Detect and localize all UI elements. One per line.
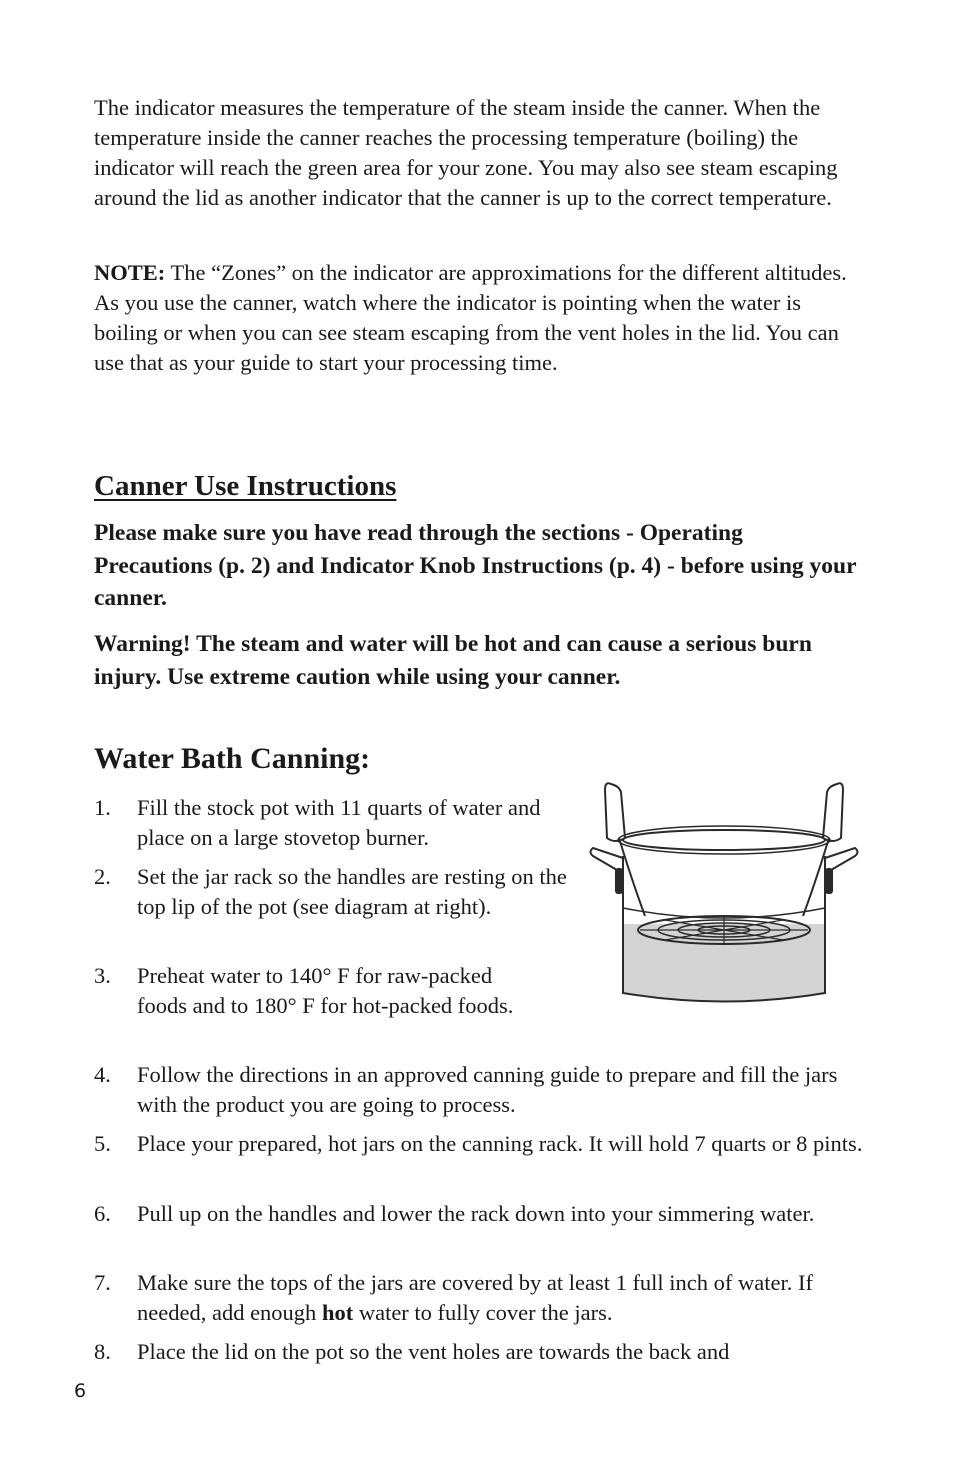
rack-handle-left (605, 783, 625, 841)
note-text: The “Zones” on the indicator are approximations for the different altitudes. As you use the canner, watch where the indicator is pointing when the water is boiling or when you can see steam escaping from the vent holes in the lid. You can use that as your guide to start your processing time. (94, 260, 847, 375)
canner-rack-diagram (585, 778, 863, 1018)
step-number: 6. (94, 1201, 111, 1226)
step-text-part: Make sure the tops of the jars are covered by at least 1 full inch of water. If needed, add enough (137, 1270, 813, 1325)
step-text: Place your prepared, hot jars on the canning rack. It will hold 7 quarts or 8 pints. (137, 1131, 863, 1156)
step-text: Fill the stock pot with 11 quarts of water and place on a large stovetop burner. (137, 795, 541, 850)
intro-paragraph: The indicator measures the temperature of the steam inside the canner. When the temperature inside the canner reaches the processing temperature (boiling) the indicator will reach the green area for your zone. You may also see steam escaping around the lid as another indicator that the canner is up to the correct temperature. (94, 95, 838, 210)
step-text: Place the lid on the pot so the vent holes are towards the back and (137, 1339, 730, 1364)
step-text: Set the jar rack so the handles are resting on the top lip of the pot (see diagram at right). (137, 864, 567, 919)
warning-notice: Warning! The steam and water will be hot and can cause a serious burn injury. Use extreme caution while using your canner. (94, 631, 812, 690)
step-text (137, 1268, 867, 1328)
step-number: 2. (94, 864, 111, 889)
note-paragraph (94, 258, 864, 378)
note-label: NOTE: (94, 260, 166, 285)
pot-grip-left (615, 868, 623, 894)
step-number: 1. (94, 795, 111, 820)
step-number: 3. (94, 963, 111, 988)
pot-grip-right (825, 868, 833, 894)
water-bath-heading: Water Bath Canning: (94, 742, 371, 775)
step-number: 8. (94, 1339, 111, 1364)
pot-rim (623, 830, 825, 850)
pot-handle-right (825, 848, 858, 870)
step-text: Pull up on the handles and lower the rack down into your simmering water. (137, 1201, 815, 1226)
canner-use-heading: Canner Use Instructions (94, 470, 397, 502)
page-number: 6 (74, 1380, 87, 1402)
step-text: Follow the directions in an approved canning guide to prepare and fill the jars with the product you are going to process. (137, 1062, 838, 1117)
step-text-part: water to fully cover the jars. (353, 1300, 613, 1325)
step-text-emphasis: hot (321, 1300, 354, 1325)
step-number: 5. (94, 1131, 111, 1156)
step-number: 7. (94, 1270, 111, 1295)
step-number: 4. (94, 1062, 111, 1087)
pot-handle-left (591, 848, 624, 870)
read-sections-notice: Please make sure you have read through the sections - Operating Precautions (p. 2) and Indicator Knob Instructions (p. 4) - before using your canner. (94, 520, 857, 611)
rack-handle-right (823, 783, 843, 841)
step-text: Preheat water to 140° F for raw-packed foods and to 180° F for hot-packed foods. (137, 963, 514, 1018)
